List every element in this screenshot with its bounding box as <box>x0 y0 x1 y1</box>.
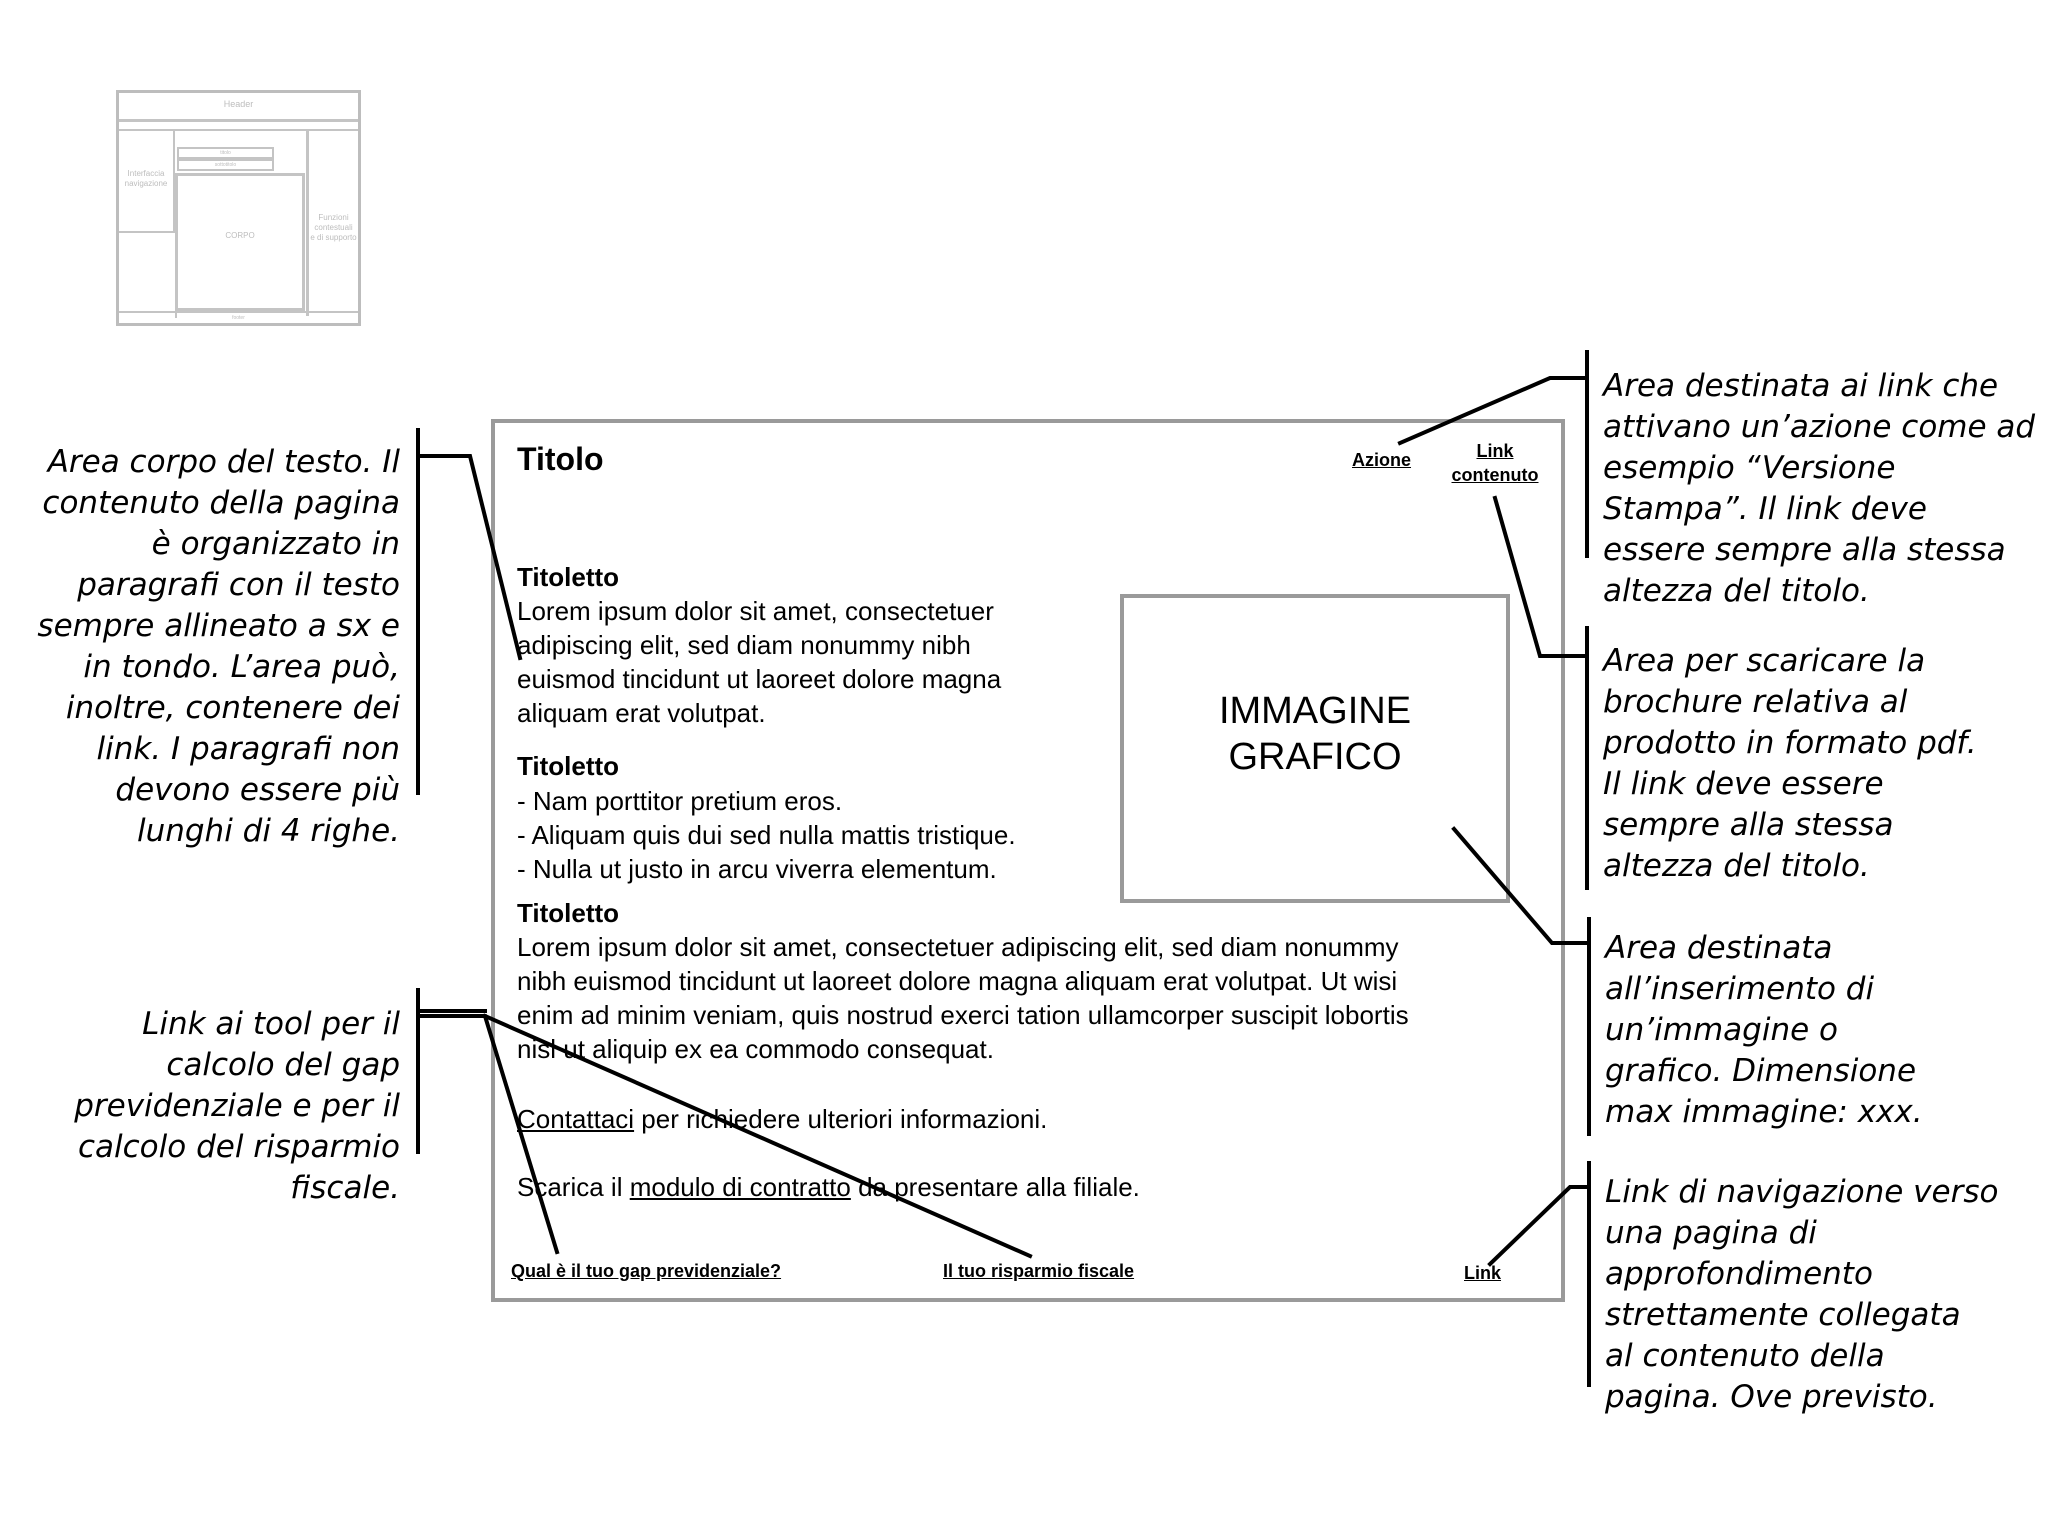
page-title: Titolo <box>517 441 604 477</box>
image-placeholder-label: IMMAGINE GRAFICO <box>1218 689 1412 778</box>
image-connector <box>1454 829 1587 943</box>
annotation-action-area: Area destinata ai link che attivano un’azione come ad esempio “Versione Stampa”. Il link deve essere sempre alla stessa altezza del titolo. <box>1603 368 2036 609</box>
section-text: Lorem ipsum dolor sit amet, consectetuer adipiscing elit, sed diam nonummy nibh euismod tincidunt ut laoreet dolore magna aliquam erat volutpat. Ut wisi enim ad minim veniam, quis nostrud exerci tation ullamcorper suscipit lobortis nisl ut aliquip ex ea commodo consequat. <box>517 932 1409 1064</box>
brochure-connector <box>1495 498 1585 656</box>
thumbnail-body: CORPO <box>175 173 305 311</box>
annotation-body-area: Area corpo del testo. Il contenuto della pagina è organizzato in paragrafi con il testo sempre allineato a sx e in tondo. L’area può, inoltre, contenere dei link. I paragrafi non devono essere più lunghi di 4 righe. <box>37 444 400 849</box>
action-connector <box>1400 378 1585 443</box>
thumbnail-footer: footer <box>119 311 358 323</box>
section-heading: Titoletto <box>517 751 620 781</box>
section-heading: Titoletto <box>517 562 620 592</box>
thumbnail-header: Header <box>119 93 358 122</box>
contact-text: per richiedere ulteriori informazioni. <box>634 1104 1048 1134</box>
gap-calculator-link[interactable]: Qual è il tuo gap previdenziale? <box>511 1261 782 1281</box>
tools-connector-1 <box>420 1016 557 1252</box>
action-link[interactable]: Azione <box>1352 450 1412 470</box>
tools-connector-2 <box>485 1016 1030 1256</box>
tax-saving-link[interactable]: Il tuo risparmio fiscale <box>943 1261 1135 1281</box>
annotation-image-area: Area destinata all’inserimento di un’immagine o grafico. Dimensione max immagine: xxx. <box>1605 930 1923 1130</box>
navigation-link[interactable]: Link <box>1464 1263 1502 1283</box>
contract-form-link[interactable]: modulo di contratto <box>629 1172 851 1202</box>
contact-link[interactable]: Contattaci <box>517 1104 635 1134</box>
thumbnail-side: Funzioni contestuali e di supporto <box>306 131 358 316</box>
download-text-post: da presentare alla filiale. <box>850 1172 1140 1202</box>
section-text: Lorem ipsum dolor sit amet, consectetuer adipiscing elit, sed diam nonummy nibh euismod tincidunt ut laoreet dolore magna aliquam erat volutpat. <box>517 596 1002 728</box>
section-list: - Nam porttitor pretium eros. - Aliquam quis dui sed nulla mattis tristique. - Nulla ut justo in arcu viverra elementum. <box>517 786 1016 884</box>
content-link[interactable]: Link contenuto <box>1451 441 1539 485</box>
annotation-tools: Link ai tool per il calcolo del gap previdenziale e per il calcolo del risparmio fiscale. <box>74 1006 400 1206</box>
thumbnail-title-bar: titolo <box>177 147 274 159</box>
thumbnail-nav: Interfaccia navigazione <box>119 131 175 231</box>
annotation-nav-link: Link di navigazione verso una pagina di approfondimento strettamente collegata al contenuto della pagina. Ove previsto. <box>1605 1174 1999 1415</box>
navlink-connector <box>1490 1187 1587 1264</box>
thumbnail-subtitle-bar: sottotitolo <box>177 159 274 171</box>
download-text-pre: Scarica il <box>517 1172 630 1202</box>
annotation-brochure-area: Area per scaricare la brochure relativa al prodotto in formato pdf. Il link deve essere sempre alla stessa altezza del titolo. <box>1603 643 1977 884</box>
section-heading: Titoletto <box>517 898 620 928</box>
body-connector <box>420 456 520 658</box>
